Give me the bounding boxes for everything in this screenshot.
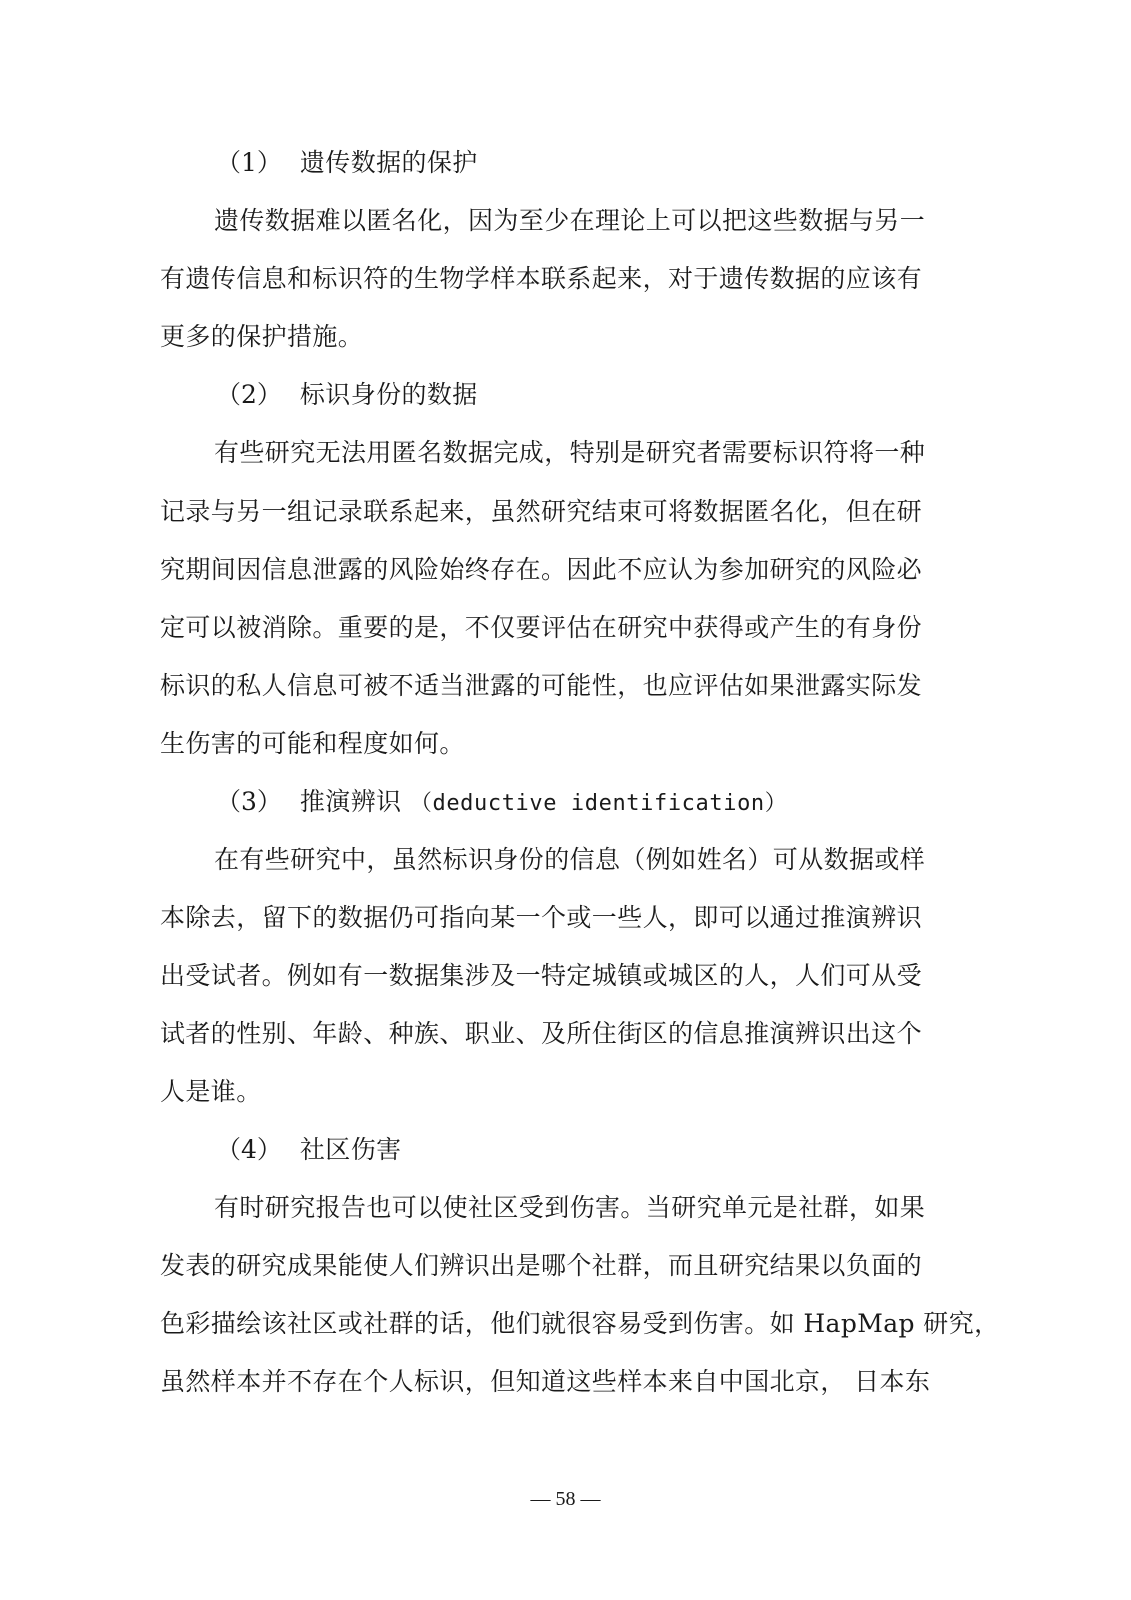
page-number: — 58 — [530,1488,601,1510]
paragraph-line: 标识的私人信息可被不适当泄露的可能性，也应评估如果泄露实际发 [160,671,923,700]
section-number: （3） [216,787,282,816]
section-title: 遗传数据的保护 [299,148,478,177]
paragraph-line: 发表的研究成果能使人们辨识出是哪个社群，而且研究结果以负面的 [160,1251,923,1280]
paragraph-line: 定可以被消除。重要的是，不仅要评估在研究中获得或产生的有身份 [160,613,923,642]
paragraph-line: 有遗传信息和标识符的生物学样本联系起来，对于遗传数据的应该有 [160,264,923,293]
paragraph-line: 虽然样本并不存在个人标识，但知道这些样本来自中国北京， 日本东 [160,1367,931,1396]
paragraph-line: 记录与另一组记录联系起来，虽然研究结束可将数据匿名化，但在研 [160,497,923,526]
section-number: （1） [216,148,282,177]
paragraph-line: 生伤害的可能和程度如何。 [160,729,465,758]
section-heading-1 [216,145,1131,181]
paragraph-line: 有时研究报告也可以使社区受到伤害。当研究单元是社群，如果 [214,1193,926,1222]
paragraph-line: 遗传数据难以匿名化，因为至少在理论上可以把这些数据与另一 [214,206,926,235]
section-number: （2） [216,380,282,409]
section-title: 推演辨识 [299,787,402,816]
paragraph-line: 出受试者。例如有一数据集涉及一特定城镇或城区的人，人们可从受 [160,961,923,990]
paragraph-line: 更多的保护措施。 [160,322,364,351]
paragraph-line: 人是谁。 [160,1077,262,1106]
paragraph-line: 在有些研究中，虽然标识身份的信息（例如姓名）可从数据或样 [214,845,926,874]
section-title: 标识身份的数据 [299,380,478,409]
section-heading-4 [216,1132,1131,1168]
section-title-english: （deductive identification） [409,791,788,816]
section-title: 社区伤害 [299,1135,402,1164]
section-heading-2 [216,377,1131,413]
section-number: （4） [216,1135,282,1164]
paragraph-line: 有些研究无法用匿名数据完成，特别是研究者需要标识符将一种 [214,438,926,467]
paragraph-line: 试者的性别、年龄、种族、职业、及所住街区的信息推演辨识出这个 [160,1019,923,1048]
section-heading-3 [216,784,1131,820]
paragraph-line: 色彩描绘该社区或社群的话，他们就很容易受到伤害。如 HapMap 研究， [160,1309,1000,1338]
paragraph-line: 本除去，留下的数据仍可指向某一个或一些人，即可以通过推演辨识 [160,903,923,932]
paragraph-line: 究期间因信息泄露的风险始终存在。因此不应认为参加研究的风险必 [160,555,923,584]
